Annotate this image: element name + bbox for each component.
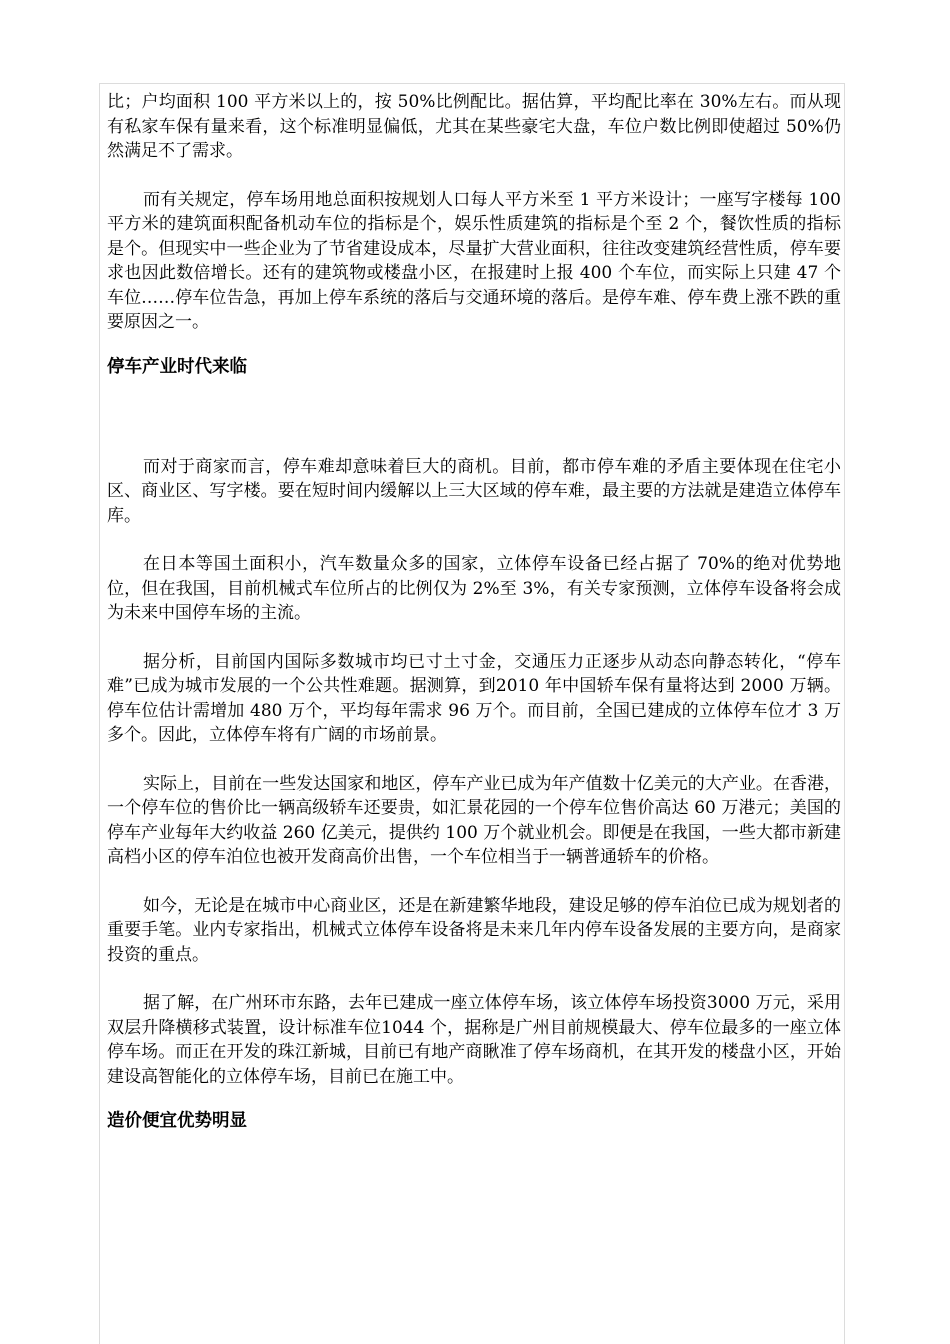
paragraph-parking-ratio: 比；户均面积 100 平方米以上的，按 50%比例配比。据估算，平均配比率在 30%左右。而从现有私家车保有量来看，这个标准明显偏低，尤其在某些豪宅大盘，车位户数比例即使超过 50%仍然满足不了需求。 (107, 92, 841, 161)
section-heading-parking-industry: 停车产业时代来临 (107, 356, 247, 377)
paragraph-analysis: 据分析，目前国内国际多数城市均已寸土寸金，交通压力正逐步从动态向静态转化，“停车难”已成为城市发展的一个公共性难题。据测算，到2010 年中国轿车保有量将达到 2000 万辆。停车位估计需增加 480 万个，平均每年需求 96 万个。而目前，全国已建成的立体停车位才 3 万多个。因此，立体停车将有广阔的市场前景。 (107, 651, 841, 745)
paragraph-japan-comparison: 在日本等国土面积小，汽车数量众多的国家，立体停车设备已经占据了 70%的绝对优势地位，但在我国，目前机械式车位所占的比例仅为 2%至 3%，有关专家预测，立体停车设备将会成为未来中国停车场的主流。 (107, 554, 841, 623)
paragraph-planning: 如今，无论是在城市中心商业区，还是在新建繁华地段，建设足够的停车泊位已成为规划者的重要手笔。业内专家指出，机械式立体停车设备将是未来几年内停车设备发展的主要方向，是商家投资的重点。 (107, 895, 841, 965)
section-heading-cost-advantage: 造价便宜优势明显 (107, 1111, 247, 1131)
paragraph-developed-countries: 实际上，目前在一些发达国家和地区，停车产业已成为年产值数十亿美元的大产业。在香港，一个停车位的售价比一辆高级轿车还要贵，如汇景花园的一个停车位售价高达 60 万港元；美国的停车产业每年大约收益 260 亿美元，提供约 100 万个就业机会。即便是在我国，一些大都市新建高档小区的停车泊位也被开发商高价出售，一个车位相当于一辆普通轿车的价格。 (107, 773, 841, 867)
paragraph-business-opportunity: 而对于商家而言，停车难却意味着巨大的商机。目前，都市停车难的矛盾主要体现在住宅小区、商业区、写字楼。要在短时间内缓解以上三大区域的停车难，最主要的方法就是建造立体停车库。 (107, 456, 841, 526)
document-body (107, 90, 841, 1133)
paragraph-guangzhou: 据了解，在广州环市东路，去年已建成一座立体停车场，该立体停车场投资3000 万元，采用双层升降横移式装置，设计标准车位1044 个，据称是广州目前规模最大、停车位最多的一座立体停车场。而正在开发的珠江新城，目前已有地产商瞅准了停车场商机，在其开发的楼盘小区，开始建设高智能化的立体停车场，目前已在施工中。 (107, 993, 841, 1087)
paragraph-regulations: 而有关规定，停车场用地总面积按规划人口每人平方米至 1 平方米设计；一座写字楼每 100 平方米的建筑面积配备机动车位的指标是个，娱乐性质建筑的指标是个至 2 个，餐饮性质的指标是个。但现实中一些企业为了节省建设成本，尽量扩大营业面积，往往改变建筑经营性质，停车要求也因此数倍增长。还有的建筑物或楼盘小区，在报建时上报 400 个车位，而实际上只建 47 个车位……停车位告急，再加上停车系统的落后与交通环境的落后。是停车难、停车费上涨不跌的重要原因之一。 (107, 189, 841, 332)
